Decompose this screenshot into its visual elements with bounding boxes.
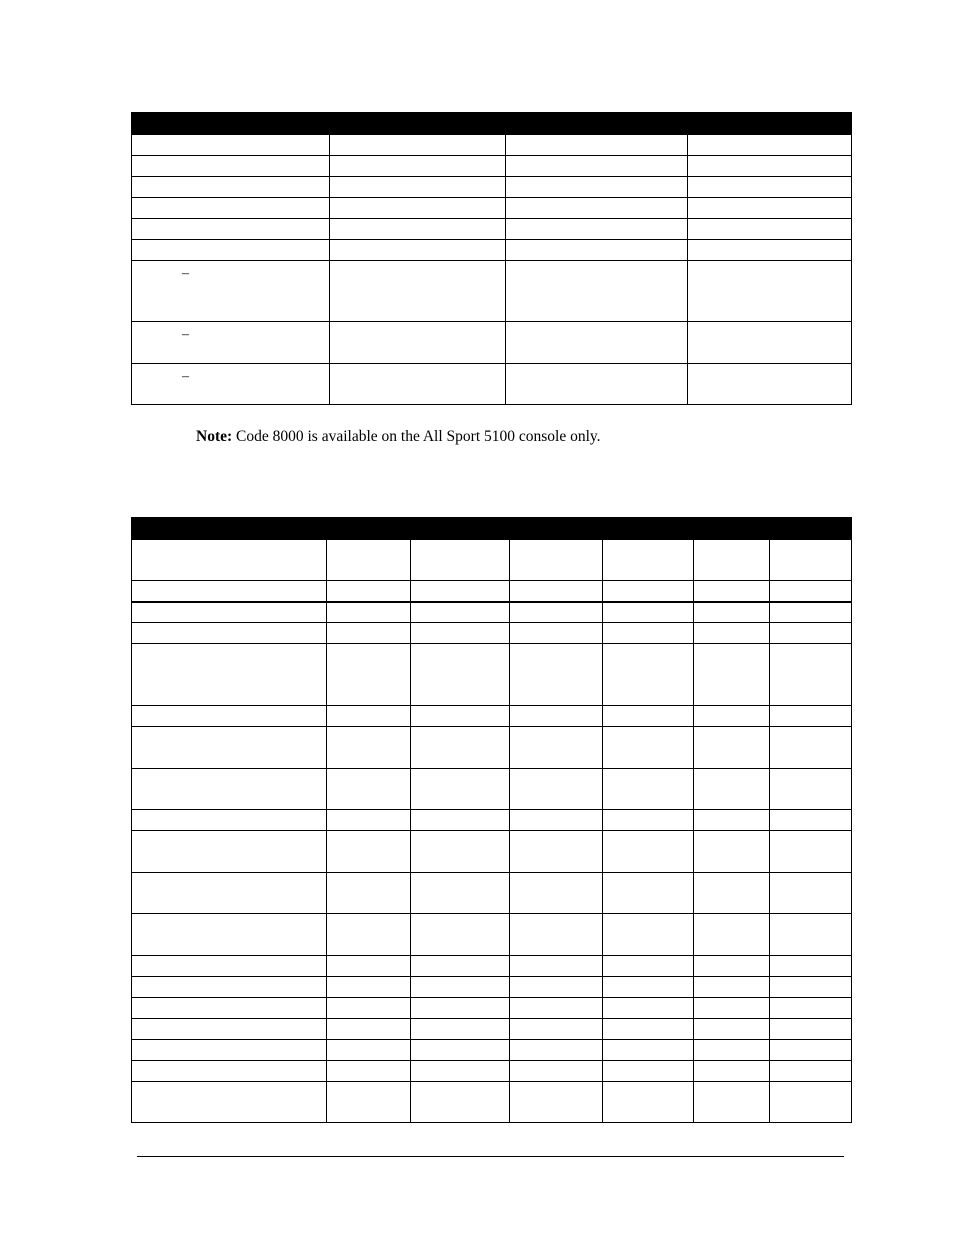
table-row: [132, 1040, 852, 1061]
feature-table: [131, 517, 852, 1123]
table-row: [132, 998, 852, 1019]
footer-divider: [137, 1156, 844, 1157]
table-row: [132, 219, 852, 240]
code-table: [131, 112, 852, 405]
table-row: [132, 956, 852, 977]
table-row: [132, 322, 852, 364]
table-row: [132, 261, 852, 322]
table-row: [132, 706, 852, 727]
table-row: [132, 581, 852, 602]
table-row: [132, 1019, 852, 1040]
table-row: [132, 135, 852, 156]
table-row: [132, 177, 852, 198]
note-label: Note:: [196, 428, 233, 445]
dash-marker: –: [182, 369, 189, 384]
dash-marker: –: [182, 266, 189, 281]
table-row: [132, 156, 852, 177]
table-row: [132, 1061, 852, 1082]
table-row: [132, 873, 852, 914]
table-row: [132, 364, 852, 405]
table-row: [132, 977, 852, 998]
note-body: Code 8000 is available on the All Sport 5100 console only.: [232, 428, 601, 445]
table-row: [132, 831, 852, 873]
table-row: [132, 540, 852, 581]
table-row: [132, 810, 852, 831]
table-header: [132, 113, 852, 135]
table-row: [132, 644, 852, 706]
table-row: [132, 727, 852, 769]
table-header: [132, 518, 852, 540]
table-row: [132, 623, 852, 644]
table-row: [132, 769, 852, 810]
dash-marker: –: [182, 327, 189, 342]
table-row: [132, 198, 852, 219]
table-row: [132, 240, 852, 261]
table-row: [132, 1082, 852, 1123]
table-row: [132, 602, 852, 623]
note-text: [196, 428, 601, 446]
table-row: [132, 914, 852, 956]
